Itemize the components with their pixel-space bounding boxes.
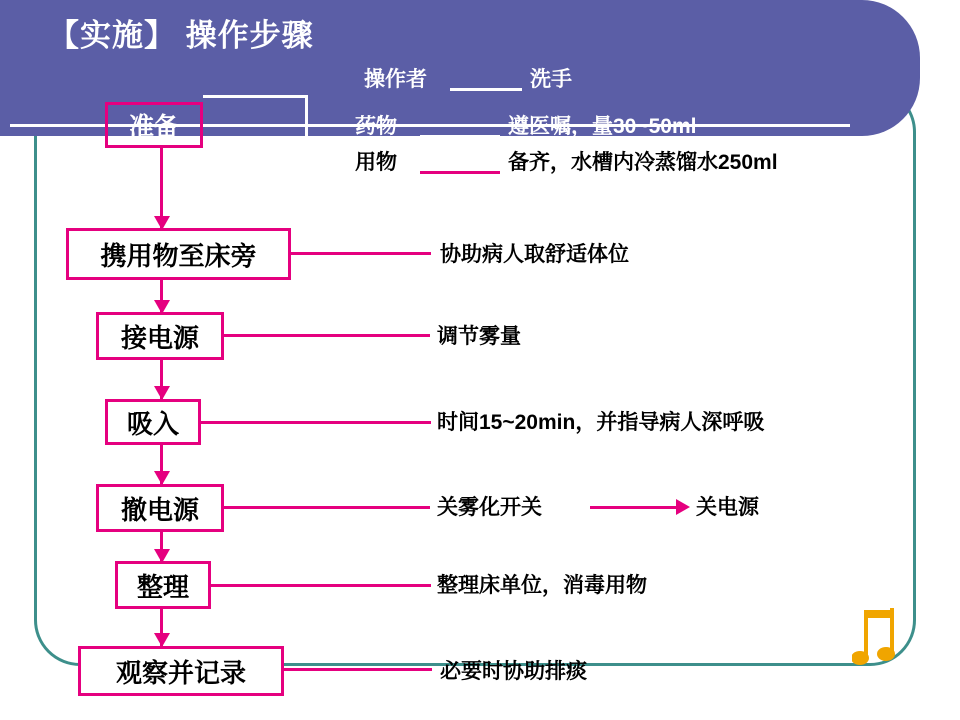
- branch-line-operator: [450, 88, 522, 91]
- flow-node-label: 携用物至床旁: [100, 240, 257, 271]
- annot-line-inhale: [201, 421, 431, 424]
- arrow-tidy-to-observe: [154, 633, 170, 647]
- annot-line-observe: [284, 668, 432, 671]
- arrow-power-on-to-inhale: [154, 386, 170, 400]
- branch-line-drug: [420, 135, 500, 138]
- annot-text-power-off: 关雾化开关: [437, 496, 542, 519]
- annot-text-carry: 协助病人取舒适体位: [440, 243, 629, 266]
- annot-text-power-on: 调节雾量: [437, 325, 521, 348]
- flow-node-power-on[interactable]: [96, 312, 224, 360]
- annot-line-power-off: [224, 506, 430, 509]
- branch-label-operator: 操作者: [364, 68, 427, 91]
- flow-node-tidy[interactable]: [115, 561, 211, 609]
- branch-stub-1: [203, 95, 307, 98]
- annot-text-inhale: 时间15~20min，并指导病人深呼吸: [437, 411, 765, 434]
- branch-bracket-vertical: [305, 95, 308, 175]
- annot-line-power-off-2: [590, 506, 680, 509]
- flow-node-label: 接电源: [120, 322, 199, 353]
- flow-node-label: 吸入: [126, 408, 179, 439]
- arrow-inhale-to-power-off: [154, 471, 170, 485]
- branch-detail-supplies: 备齐，水槽内冷蒸馏水250ml: [508, 151, 778, 174]
- annot-text-shutdown: 关电源: [696, 496, 759, 519]
- branch-stub-2: [203, 124, 307, 127]
- annot-line-power-on: [224, 334, 430, 337]
- branch-detail-operator: 洗手: [530, 68, 572, 91]
- branch-stub-3: [203, 172, 307, 175]
- flow-node-power-off[interactable]: [96, 484, 224, 532]
- annot-line-carry: [291, 252, 431, 255]
- branch-label-drug: 药物: [355, 115, 397, 138]
- flow-node-label: 准备: [128, 113, 179, 141]
- annot-text-tidy: 整理床单位，消毒用物: [437, 574, 647, 597]
- annot-line-tidy: [211, 584, 431, 587]
- flow-node-observe[interactable]: [78, 646, 284, 696]
- branch-label-supplies: 用物: [355, 151, 397, 174]
- flow-node-inhale[interactable]: [105, 399, 201, 445]
- flow-node-label: 观察并记录: [115, 657, 246, 688]
- flow-node-carry[interactable]: [66, 228, 291, 280]
- branch-line-supplies: [420, 171, 500, 174]
- music-note-icon: [852, 606, 912, 672]
- arrow-power-off-to-shutdown: [676, 499, 690, 515]
- annot-text-observe: 必要时协助排痰: [440, 660, 587, 683]
- page-title: 【实施】 操作步骤: [48, 18, 314, 53]
- flow-node-label: 撤电源: [120, 494, 199, 525]
- branch-detail-drug: 遵医嘱，量30~50ml: [508, 115, 697, 138]
- flow-node-prepare[interactable]: [105, 102, 203, 148]
- flow-node-label: 整理: [136, 571, 189, 602]
